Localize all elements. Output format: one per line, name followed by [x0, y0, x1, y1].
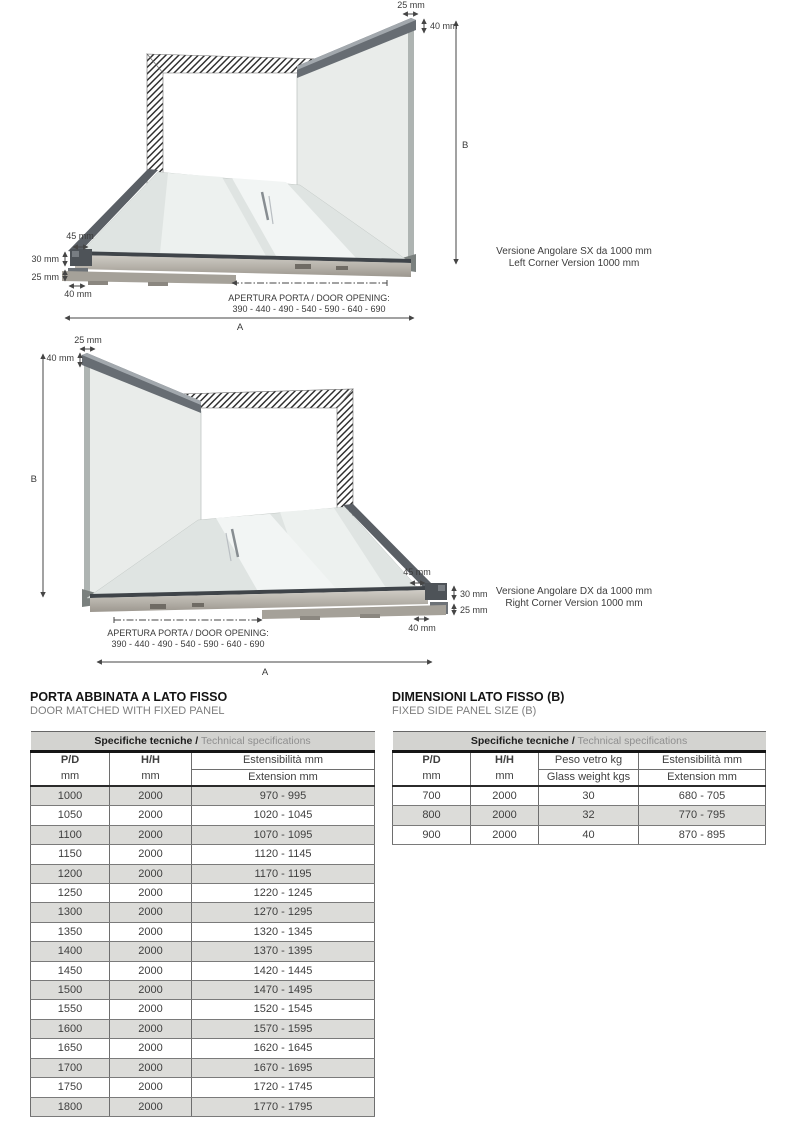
table-cell: 2000: [110, 825, 192, 844]
col-header-line: mm: [495, 769, 514, 782]
table-cell: 2000: [471, 806, 539, 825]
table-cell: 1750: [31, 1078, 110, 1097]
left-corner-diagram: [0, 0, 791, 335]
col-header-line: Extension mm: [667, 770, 737, 783]
dim-top-drop: 40 mm: [430, 21, 458, 31]
table-cell: 1270 - 1295: [192, 903, 375, 922]
table-cell: 1470 - 1495: [192, 981, 375, 1000]
col-header-line: Peso vetro kg: [539, 753, 638, 770]
table-cell: 2000: [110, 942, 192, 961]
col-header-line: Estensibilità mm: [192, 753, 374, 770]
right-corner-caption: [476, 586, 672, 610]
table-cell: 970 - 995: [192, 786, 375, 806]
col-header-line: P/D: [422, 754, 441, 766]
dim-top-width: 25 mm: [74, 335, 102, 345]
table-cell: 1300: [31, 903, 110, 922]
table-caption-cell: [31, 732, 375, 752]
table-cell: 1200: [31, 864, 110, 883]
dim-rail-front: 45 mm: [403, 567, 431, 577]
door-opening-sizes: 390 - 440 - 490 - 540 - 590 - 640 - 690: [111, 639, 265, 649]
table-cell: 2000: [110, 786, 192, 806]
table-cell: 1720 - 1745: [192, 1078, 375, 1097]
spec-table-panel: [392, 731, 766, 845]
table-cell: 1420 - 1445: [192, 961, 375, 980]
door-opening-sizes: 390 - 440 - 490 - 540 - 590 - 640 - 690: [232, 304, 386, 314]
table-cell: 1020 - 1045: [192, 806, 375, 825]
caption-line-en: Left Corner Version 1000 mm: [508, 258, 640, 269]
table-row: [31, 903, 375, 922]
table-cell: 1500: [31, 981, 110, 1000]
table-cell: 1320 - 1345: [192, 922, 375, 941]
section-subtitle: FIXED SIDE PANEL SIZE (B): [392, 705, 537, 717]
col-header-extension: [639, 752, 766, 787]
table-cell: 800: [393, 806, 471, 825]
table-row: [31, 1097, 375, 1116]
table-cell: 1120 - 1145: [192, 845, 375, 864]
table-cell: 1170 - 1195: [192, 864, 375, 883]
table-row: [31, 1039, 375, 1058]
table-cell: 2000: [110, 1019, 192, 1038]
column-header-row: [393, 752, 766, 787]
col-header-pd: [393, 752, 471, 787]
table-row: [31, 981, 375, 1000]
table-row: [31, 1078, 375, 1097]
section-subtitle: DOOR MATCHED WITH FIXED PANEL: [30, 705, 225, 717]
table-cell: 1000: [31, 786, 110, 806]
dim-rail-front: 45 mm: [66, 231, 94, 241]
col-header-line: mm: [141, 769, 160, 782]
table-cell: 1220 - 1245: [192, 884, 375, 903]
table-caption-en: Technical specifications: [200, 735, 311, 747]
dim-profile-h: 25 mm: [460, 605, 488, 615]
dim-top-drop: 40 mm: [46, 353, 74, 363]
table-cell: 1100: [31, 825, 110, 844]
table-cell: 2000: [110, 884, 192, 903]
table-caption-it: Specifiche tecniche: [470, 735, 569, 747]
left-corner-caption: [476, 246, 672, 270]
dim-profile-w: 40 mm: [64, 289, 92, 299]
table-cell: 700: [393, 786, 471, 806]
spec-table-door: [30, 731, 375, 1117]
table-cell: 2000: [110, 1097, 192, 1116]
col-header-line: mm: [422, 769, 441, 782]
col-header-hh: [110, 752, 192, 787]
table-cell: 1050: [31, 806, 110, 825]
table-row: [31, 825, 375, 844]
table-caption-row: [31, 732, 375, 752]
table-cell: 2000: [471, 786, 539, 806]
table-cell: 1670 - 1695: [192, 1058, 375, 1077]
dim-profile-w: 40 mm: [408, 623, 436, 633]
table-cell: 2000: [110, 864, 192, 883]
right-corner-diagram: [0, 335, 791, 685]
column-header-row: [31, 752, 375, 787]
col-header-glass-weight: [539, 752, 639, 787]
table-cell: 1570 - 1595: [192, 1019, 375, 1038]
table-cell: 2000: [110, 1078, 192, 1097]
table-row: [31, 845, 375, 864]
dim-letter-a: A: [236, 322, 244, 333]
col-header-line: Estensibilità mm: [639, 753, 765, 770]
col-header-line: H/H: [495, 754, 514, 766]
table-caption-en: Technical specifications: [577, 735, 688, 747]
table-row: [31, 786, 375, 806]
table-row: [31, 884, 375, 903]
table-row: [31, 806, 375, 825]
table-cell: 2000: [110, 1058, 192, 1077]
table-cell: 1620 - 1645: [192, 1039, 375, 1058]
table-caption-row: [393, 732, 766, 752]
table-cell: 770 - 795: [639, 806, 766, 825]
table-cell: 2000: [110, 806, 192, 825]
table-row: [31, 922, 375, 941]
section-title: PORTA ABBINATA A LATO FISSO: [30, 690, 228, 704]
dim-top-width: 25 mm: [397, 0, 425, 10]
table-cell: 1550: [31, 1000, 110, 1019]
dim-rail-h: 30 mm: [460, 589, 488, 599]
table-cell: 1650: [31, 1039, 110, 1058]
table-head: [393, 732, 766, 787]
table-cell: 1350: [31, 922, 110, 941]
table-cell: 1450: [31, 961, 110, 980]
table-cell: 1370 - 1395: [192, 942, 375, 961]
table-row: [31, 1019, 375, 1038]
table-row: [393, 825, 766, 844]
col-header-line: Extension mm: [248, 770, 318, 783]
table-caption-sep: /: [195, 735, 199, 747]
table-cell: 1150: [31, 845, 110, 864]
dim-letter-a: A: [261, 667, 269, 678]
table-cell: 1250: [31, 884, 110, 903]
section-title: DIMENSIONI LATO FISSO (B): [392, 690, 565, 704]
dim-letter-b: B: [30, 474, 37, 485]
table-cell: 2000: [110, 1000, 192, 1019]
col-header-line: Glass weight kgs: [546, 770, 631, 783]
table-cell: 40: [539, 825, 639, 844]
col-header-pd: [31, 752, 110, 787]
col-header-line: P/D: [60, 754, 80, 766]
table-cell: 30: [539, 786, 639, 806]
caption-line-it: Versione Angolare SX da 1000 mm: [496, 246, 652, 257]
table-cell: 1700: [31, 1058, 110, 1077]
table-cell: 2000: [110, 922, 192, 941]
section-door-matched: [30, 690, 374, 1117]
table-cell: 2000: [110, 981, 192, 1000]
col-header-line: mm: [60, 769, 80, 782]
table-cell: 1070 - 1095: [192, 825, 375, 844]
table-caption-cell: [393, 732, 766, 752]
col-header-line: H/H: [141, 754, 160, 766]
table-cell: 1800: [31, 1097, 110, 1116]
table-row: [31, 961, 375, 980]
dim-profile-h: 25 mm: [31, 272, 59, 282]
table-body: [393, 786, 766, 845]
table-head: [31, 732, 375, 787]
table-cell: 680 - 705: [639, 786, 766, 806]
table-caption-it: Specifiche tecniche: [94, 735, 193, 747]
col-header-hh: [471, 752, 539, 787]
table-row: [31, 864, 375, 883]
col-header-extension: [192, 752, 375, 787]
table-cell: 900: [393, 825, 471, 844]
section-fixed-panel: [392, 690, 765, 845]
table-row: [31, 1000, 375, 1019]
table-cell: 2000: [110, 845, 192, 864]
door-opening-label: APERTURA PORTA / DOOR OPENING:: [107, 628, 269, 638]
table-cell: 2000: [110, 903, 192, 922]
table-cell: 2000: [110, 1039, 192, 1058]
caption-line-en: Right Corner Version 1000 mm: [505, 598, 643, 609]
table-caption-sep: /: [571, 735, 575, 747]
door-opening-label: APERTURA PORTA / DOOR OPENING:: [228, 293, 390, 303]
table-row: [31, 1058, 375, 1077]
table-row: [393, 806, 766, 825]
table-cell: 2000: [110, 961, 192, 980]
table-cell: 1400: [31, 942, 110, 961]
table-cell: 1520 - 1545: [192, 1000, 375, 1019]
caption-line-it: Versione Angolare DX da 1000 mm: [495, 586, 653, 597]
table-body: [31, 786, 375, 1116]
dim-letter-b: B: [462, 140, 469, 151]
table-cell: 1600: [31, 1019, 110, 1038]
dim-rail-h: 30 mm: [31, 254, 59, 264]
table-cell: 870 - 895: [639, 825, 766, 844]
table-row: [31, 942, 375, 961]
table-cell: 2000: [471, 825, 539, 844]
table-cell: 32: [539, 806, 639, 825]
table-row: [393, 786, 766, 806]
table-cell: 1770 - 1795: [192, 1097, 375, 1116]
